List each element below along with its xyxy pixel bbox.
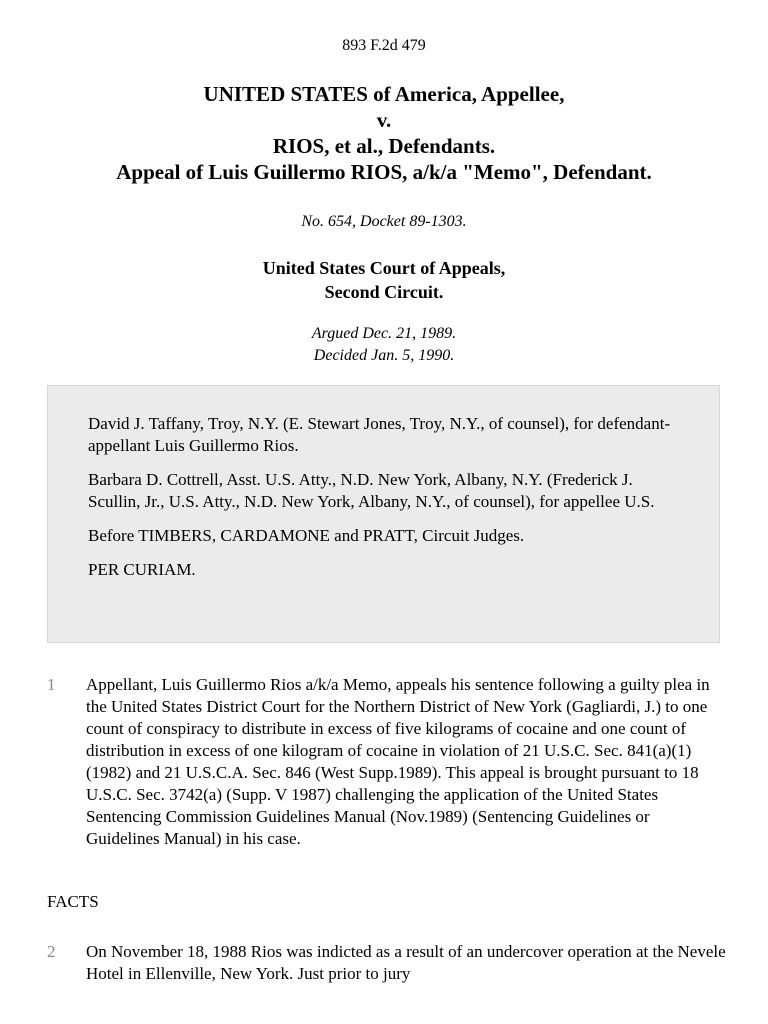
counsel-panel <box>47 385 720 643</box>
paragraph-number: 1 <box>47 675 56 694</box>
caption-versus: v. <box>376 108 392 132</box>
case-citation: 893 F.2d 479 <box>342 37 426 54</box>
paragraph <box>47 941 727 985</box>
caption-appeal-of: Appeal of Luis Guillermo RIOS, a/k/a "Memo", Defendant. <box>116 160 652 184</box>
per-curiam: PER CURIAM. <box>88 560 196 579</box>
paragraph-text: On November 18, 1988 Rios was indicted as a result of an undercover operation at the Nevele Hotel in Ellenville, New York. Just prior to jury <box>86 942 726 983</box>
section-heading-facts: FACTS <box>47 892 99 911</box>
caption-defendants: RIOS, et al., Defendants. <box>272 134 496 158</box>
court-name-line1: United States Court of Appeals, <box>262 258 506 278</box>
paragraph-text: Appellant, Luis Guillermo Rios a/k/a Memo, appeals his sentence following a guilty plea in the United States District Court for the Northern District of New York (Gagliardi, J.) to one count of conspiracy to distribute in excess of five kilograms of cocaine and one count of distribution in excess of one kilogram of cocaine in violation of 21 U.S.C. Sec. 841(a)(1) (1982) and 21 U.S.C.A. Sec. 846 (West Supp.1989). This appeal is brought pursuant to 18 U.S.C. Sec. 3742(a) (Supp. V 1987) challenging the application of the United States Sentencing Commission Guidelines Manual (Nov.1989) (Sentencing Guidelines or Guidelines Manual) in his case. <box>86 675 710 848</box>
case-caption <box>0 81 768 185</box>
appellee-counsel: Barbara D. Cottrell, Asst. U.S. Atty., N.D. New York, Albany, N.Y. (Frederick J. Scullin, Jr., U.S. Atty., N.D. New York, Albany, N.Y., of counsel), for appellee U.S. <box>88 470 655 511</box>
court-name-line2: Second Circuit. <box>324 282 444 302</box>
court-name <box>0 256 768 304</box>
defendant-counsel: David J. Taffany, Troy, N.Y. (E. Stewart Jones, Troy, N.Y., of counsel), for defendant-appellant Luis Guillermo Rios. <box>88 414 671 455</box>
case-dates <box>0 323 768 367</box>
decided-date: Decided Jan. 5, 1990. <box>313 347 455 364</box>
paragraph <box>47 674 727 850</box>
paragraph-number: 2 <box>47 942 56 961</box>
caption-appellee: UNITED STATES of America, Appellee, <box>203 82 565 106</box>
argued-date: Argued Dec. 21, 1989. <box>311 325 457 342</box>
docket-number: No. 654, Docket 89-1303. <box>301 213 467 230</box>
panel-judges: Before TIMBERS, CARDAMONE and PRATT, Circuit Judges. <box>88 526 525 545</box>
